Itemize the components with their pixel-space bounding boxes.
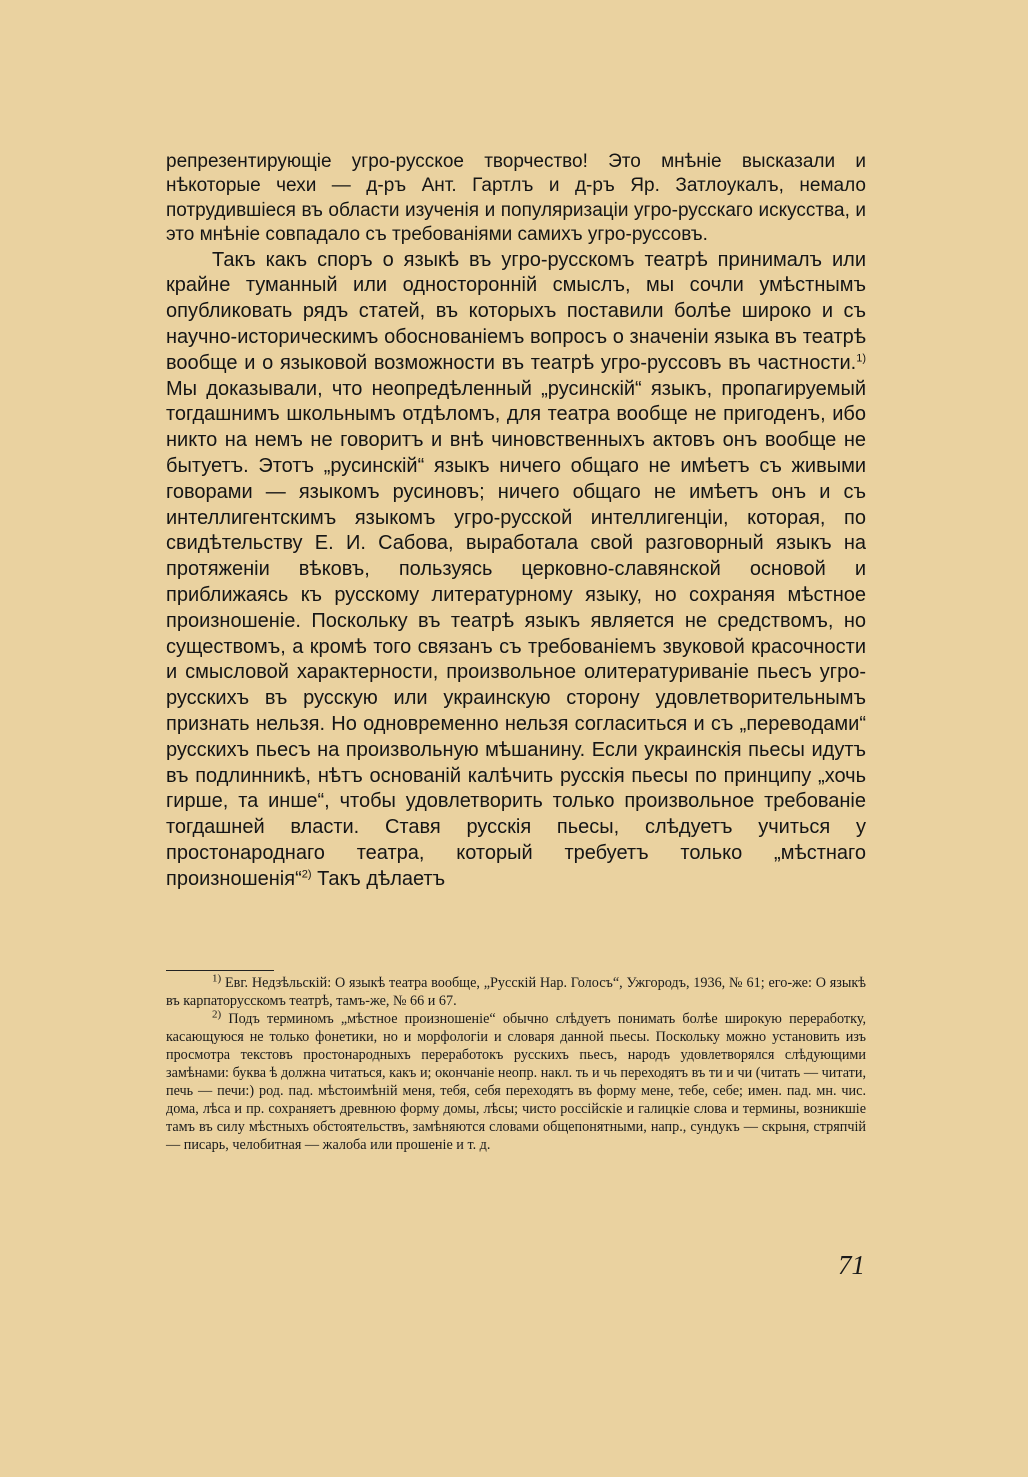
footnote-ref-2: 2): [301, 868, 312, 881]
footnote-1-marker: 1): [212, 972, 222, 985]
main-text: [166, 150, 866, 893]
footnote-1-text: Евг. Недзѣльскій: О языкѣ театра вообще, „Русскій Нар. Голосъ“, Ужгородъ, 1936, № 61; его-же: О языкѣ въ карпаторусскомъ театрѣ, тамъ-же, № 66 и 67.: [166, 975, 866, 1009]
paragraph-text-part-1: Такъ какъ споръ о языкѣ въ угро-русскомъ театрѣ принималъ или крайне туманный или односторонній смыслъ, мы сочли умѣстнымъ опубликовать рядъ статей, въ которыхъ поставили болѣе широко и съ научно-историческимъ обоснованіемъ вопросъ о значеніи языка въ театрѣ вообще и о языковой возможности въ театрѣ угро-руссовъ въ частности.: [166, 248, 866, 374]
footnotes: [166, 974, 866, 1154]
footnote-2-marker: 2): [212, 1008, 222, 1021]
paragraph-continuation: репрезентирующіе угро-русское творчество! Это мнѣніе высказали и нѣкоторые чехи — д-ръ Ант. Гартлъ и д-ръ Яр. Затлоукалъ, немало потрудившіеся въ области изученія и популяризаціи угро-русскаго искусства, и это мнѣніе совпадало съ требованіями самихъ угро-руссовъ.: [166, 151, 866, 246]
paragraph-text-part-3: Такъ дѣлаетъ: [311, 867, 446, 890]
footnote-ref-1: 1): [856, 352, 866, 365]
footnote-divider: [166, 970, 274, 971]
paragraph-language-dispute: [166, 248, 866, 893]
footnote-2: [166, 1010, 866, 1154]
page-number: 71: [838, 1250, 865, 1280]
footnote-1: [166, 974, 866, 1010]
paragraph-text-part-2: Мы доказывали, что неопредѣленный „русинскій“ языкъ, пропагируемый тогдашнимъ школьнымъ отдѣломъ, для театра вообще не пригоденъ, ибо никто на немъ не говоритъ и внѣ чиновственныхъ актовъ онъ вообще не бытуетъ. Этотъ „русинскій“ языкъ ничего общаго не имѣетъ съ живыми говорами — языкомъ русиновъ; ничего общаго не имѣетъ онъ и съ интеллигентскимъ языкомъ угро-русской интеллигенціи, которая, по свидѣтельству Е. И. Сабова, выработала свой разговорный языкъ на протяженіи вѣковъ, пользуясь церковно-славянской основой и приближаясь къ русскому литературному языку, но сохраняя мѣстное произношеніе. Поскольку въ театрѣ языкъ является не средствомъ, но существомъ, а кромѣ того связанъ съ требованіемъ звуковой красочности и смысловой характерности, произвольное олитературиваніе пьесъ угро-русскихъ въ русскую или украинскую сторону удовлетворительнымъ признать нельзя. Но одновременно нельзя согласиться и съ „переводами“ русскихъ пьесъ на произвольную мѣшанину. Если украинскія пьесы идутъ въ подлинникѣ, нѣтъ основаній калѣчить русскія пьесы по принципу „хочь гирше, та инше“, чтобы удовлетворить только произвольное требованіе тогдашней власти. Ставя русскія пьесы, слѣдуетъ учиться у простонароднаго театра, который требуетъ только „мѣстнаго произношенія“: [166, 377, 866, 890]
footnote-2-text: Подъ терминомъ „мѣстное произношеніе“ обычно слѣдуетъ понимать болѣе широкую переработку, касающуюся не только фонетики, но и морфологіи и словаря данной пьесы. Поскольку можно установить изъ просмотра текстовъ простонародныхъ переработокъ русскихъ пьесъ, народъ удовлетворялся слѣдующими замѣнами: буква ѣ должна читаться, какъ и; окончаніе неопр. накл. ть и чь переходятъ въ ти и чи (читать — читати, печь — печи:) род. пад. мѣстоимѣній меня, тебя, себя переходятъ въ форму мене, тебе, себе; имен. пад. мн. чис. дома, лѣса и пр. сохраняетъ древнюю форму домы, лѣсы; чисто россійскіе и галицкіе слова и термины, возникшіе тамъ въ силу мѣстныхъ обстоятельствъ, замѣняются словами общепонятными, напр., сундукъ — скрыня, стряпчій — писарь, челобитная — жалоба или прошеніе и т. д.: [166, 1011, 866, 1153]
